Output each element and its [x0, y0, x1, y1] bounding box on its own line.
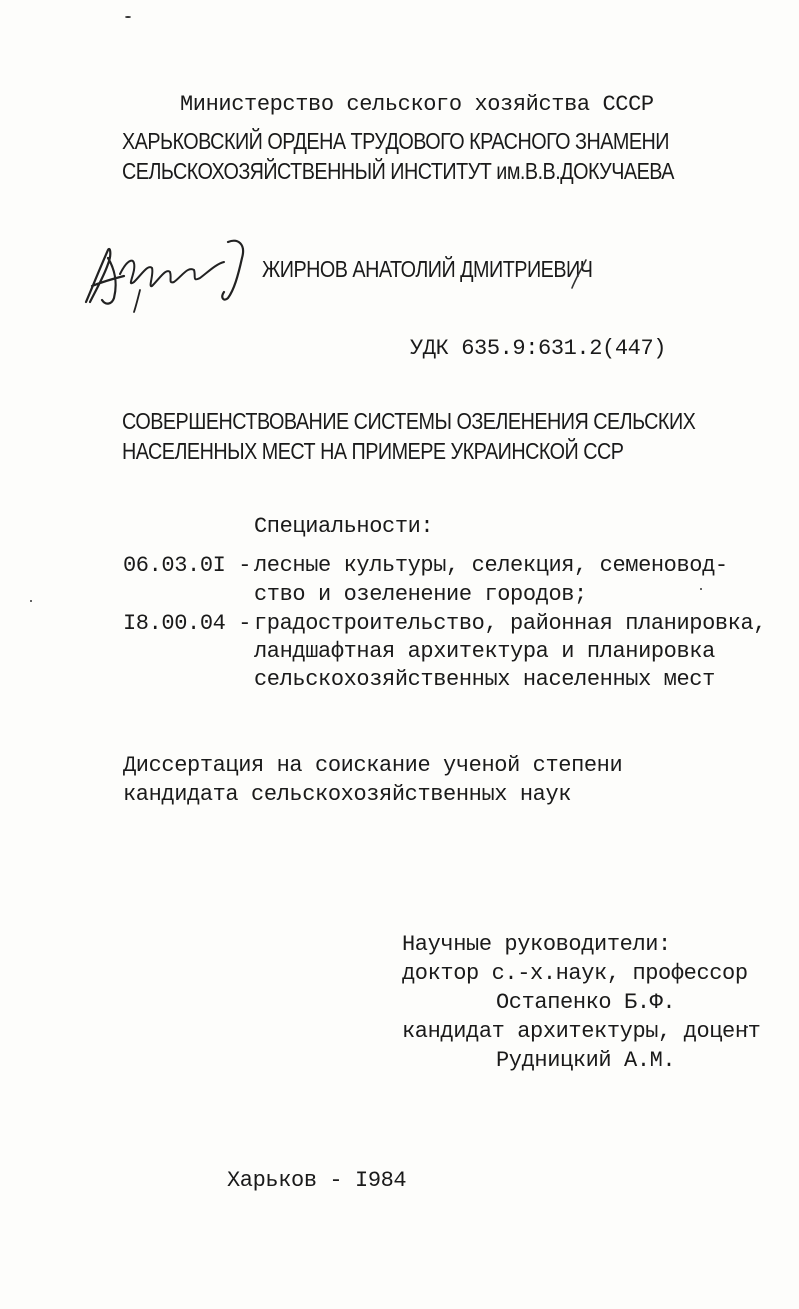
specialty-code-1: 06.03.0I -: [123, 553, 252, 578]
degree-line-1: Диссертация на соискание ученой степени: [123, 753, 623, 778]
degree-line-2: кандидата сельскохозяйственных наук: [123, 782, 572, 807]
scan-speck: [700, 588, 702, 590]
institute-line-2: СЕЛЬСКОХОЗЯЙСТВЕННЫЙ ИНСТИТУТ им.В.В.ДОКУЧАЕВА: [122, 158, 674, 184]
scan-speck: [125, 16, 131, 18]
supervisor-1-name: Остапенко Б.Ф.: [496, 990, 676, 1015]
pen-mark: [568, 256, 590, 292]
author-name: ЖИРНОВ АНАТОЛИЙ ДМИТРИЕВИЧ: [262, 256, 593, 282]
signature-image: [78, 228, 258, 318]
specialty-2-line-2: ландшафтная архитектура и планировка: [254, 639, 715, 664]
institute-line-1: ХАРЬКОВСКИЙ ОРДЕНА ТРУДОВОГО КРАСНОГО ЗНАМЕНИ: [122, 128, 670, 154]
specialty-2-line-1: градостроительство, районная планировка,: [254, 611, 767, 636]
supervisor-1-title: доктор с.-х.наук, профессор: [402, 961, 748, 986]
specialty-1-line-1: лесные культуры, селекция, семеновод-: [254, 553, 728, 578]
specialties-heading: Специальности:: [254, 514, 434, 539]
dissertation-title-line-2: НАСЕЛЕННЫХ МЕСТ НА ПРИМЕРЕ УКРАИНСКОЙ ССР: [122, 438, 624, 464]
supervisor-2-name: Рудницкий А.М.: [496, 1048, 676, 1073]
specialty-1-line-2: ство и озеленение городов;: [254, 582, 587, 607]
supervisor-2-title: кандидат архитектуры, доцент: [402, 1019, 761, 1044]
scan-speck: [30, 600, 32, 602]
ministry-line: Министерство сельского хозяйства СССР: [180, 92, 654, 117]
udk-code: УДК 635.9:631.2(447): [410, 336, 667, 361]
place-and-year: Харьков - I984: [227, 1168, 407, 1193]
specialty-code-2: I8.00.04 -: [123, 611, 252, 636]
supervisors-heading: Научные руководители:: [402, 932, 671, 957]
dissertation-title-line-1: СОВЕРШЕНСТВОВАНИЕ СИСТЕМЫ ОЗЕЛЕНЕНИЯ СЕЛЬСКИХ: [122, 408, 696, 434]
specialty-2-line-3: сельскохозяйственных населенных мест: [254, 667, 715, 692]
